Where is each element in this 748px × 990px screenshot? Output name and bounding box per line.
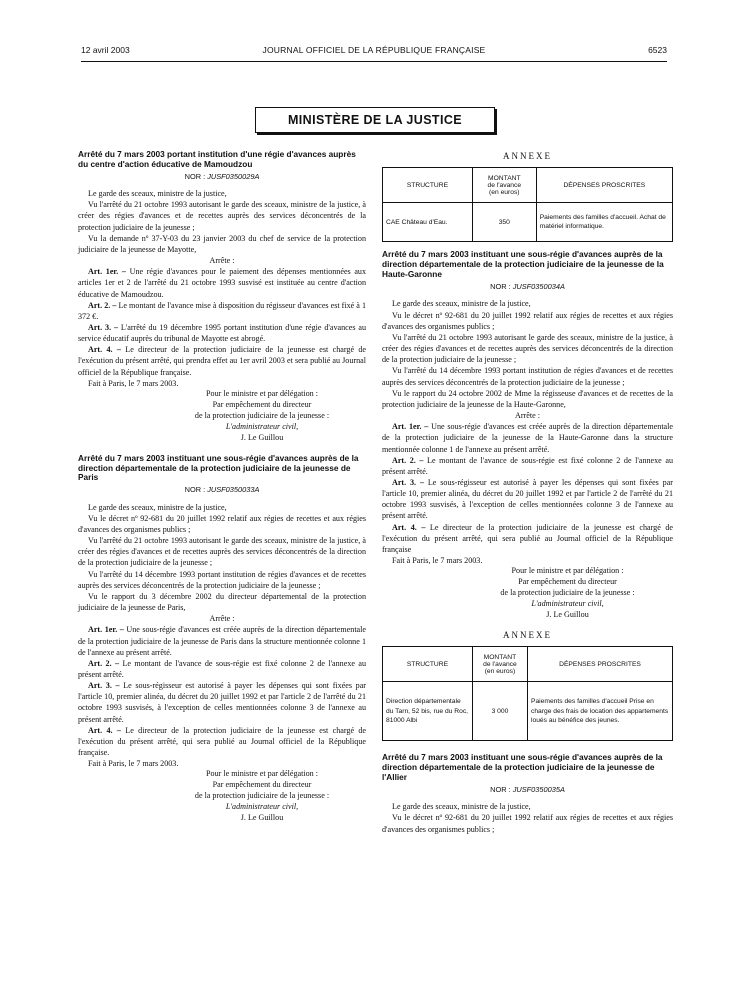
article-text: Le directeur de la protection judiciaire de la jeunesse est chargé de l'exécution du présent arrêté, qui prendra effet au 1er avril 2003 et sera publié au Journal officiel de la République française. [78, 345, 367, 377]
nor-label: NOR : [490, 282, 511, 292]
annex-title: ANNEXE [503, 629, 552, 640]
signatory-name: J. Le Guillou [546, 609, 589, 619]
article-1 [382, 421, 673, 454]
header-line: (en euros) [484, 667, 516, 675]
table-row [383, 682, 673, 741]
arrete-line: Arrête : [515, 411, 540, 421]
article-label: Art. 4. – [392, 522, 426, 532]
table-cell: CAE Château d'Eau. [383, 203, 473, 242]
signature-line: L'administrateur civil, [225, 421, 299, 431]
paragraph: Vu l'arrêté du 14 décembre 1993 portant institution de régies d'avances et de recettes auprès des services déconcentrés de la protection judiciaire de la jeunesse ; [382, 366, 673, 387]
article-label: Art. 3. – [392, 477, 424, 487]
signature-line: de la protection judiciaire de la jeunesse : [194, 791, 330, 801]
article-text: Le montant de l'avance de sous-régie est fixé colonne 2 de l'annexe au présent arrêté. [78, 658, 366, 679]
annex-title: ANNEXE [503, 151, 552, 161]
column-header: STRUCTURE [383, 647, 473, 682]
paragraph: Vu le rapport du 24 octobre 2002 de Mme la régisseuse d'avances et de recettes de la protection judiciaire de la jeunesse de la Haute-Garonne, [382, 388, 673, 409]
header-page-number: 6523 [648, 45, 667, 55]
table-cell: Direction départementale du Tarn, 52 bis, rue du Roc, 81000 Albi [383, 682, 473, 741]
article-4 [382, 522, 673, 555]
arrete-title: Arrêté du 7 mars 2003 instituant une sous-régie d'avances auprès de la direction départementale de la protection judiciaire de la jeunesse de la Haute-Garonne [382, 249, 664, 280]
annex-table [382, 646, 673, 741]
done-line: Fait à Paris, le 7 mars 2003. [88, 378, 179, 388]
paragraph: Vu le décret nº 92-681 du 20 juillet 1992 relatif aux régies de recettes et aux régies d'avances des organismes publics ; [382, 813, 673, 834]
nor-code: JUSF0350034A [512, 282, 565, 292]
article-4 [78, 725, 366, 758]
signature-line: L'administrateur civil, [225, 802, 299, 812]
paragraph: Vu le décret nº 92-681 du 20 juillet 1992 relatif aux régies de recettes et aux régies d'avances des organismes publics ; [78, 513, 366, 534]
header-line: MONTANT [488, 174, 521, 182]
table-cell: 3 000 [472, 682, 527, 741]
arrete-haute-garonne [382, 250, 673, 620]
header-rule [81, 61, 667, 62]
article-text: Le sous-régisseur est autorisé à payer les dépenses qui sont fixées par l'article 10, premier alinéa, du décret du 20 juillet 1992 et par l'article 2 de l'arrêté du 21 octobre 1993 susvisés, à l'exception de celles mentionnées colonne 3 de l'annexe au présent arrêté. [382, 477, 673, 521]
nor-code: JUSF0350035A [512, 785, 565, 795]
signature-line: Par empêchement du directeur [212, 399, 312, 409]
article-text: Le montant de l'avance mise à disposition du régisseur d'avances est fixé à 1 372 €. [78, 300, 366, 321]
signature-line: Par empêchement du directeur [518, 577, 617, 587]
paragraph: Le garde des sceaux, ministre de la justice, [392, 802, 531, 812]
header-line: de l'avance [483, 660, 517, 668]
column-header: DÉPENSES PROSCRITES [536, 168, 672, 203]
article-2 [382, 455, 673, 477]
signature-block [158, 389, 366, 444]
signature-line: de la protection judiciaire de la jeunesse : [194, 410, 330, 420]
article-text: Le directeur de la protection judiciaire de la jeunesse est chargé de l'exécution du présent arrêté, qui sera publié au Journal officiel de la République française [382, 522, 674, 554]
signature-line: L'administrateur civil, [531, 599, 604, 608]
table-cell: Paiements des familles d'accueil. Achat de matériel informatique. [536, 203, 672, 242]
ministry-heading: MINISTÈRE DE LA JUSTICE [255, 107, 495, 133]
table-cell: Paiements des familles d'accueil Prise en charge des frais de location des appartements loués au bénéfice des jeunes. [527, 682, 672, 741]
article-label: Art. 2. – [392, 455, 424, 465]
paragraph: Vu l'arrêté du 14 décembre 1993 portant institution de régies d'avances et de recettes auprès des services déconcentrés de la protection judiciaire de la jeunesse ; [78, 569, 366, 590]
article-label: Art. 2. – [88, 658, 120, 668]
article-3 [78, 680, 366, 725]
paragraph: Vu l'arrêté du 21 octobre 1993 autorisant le garde des sceaux, ministre de la justice, à créer des régies d'avances et de recettes auprès des services déconcentrés de la direction de la protection judiciaire de la jeunesse ; [382, 332, 673, 365]
header-line: (en euros) [489, 188, 520, 196]
done-line: Fait à Paris, le 7 mars 2003. [88, 759, 179, 769]
arrete-line: Arrête : [209, 614, 235, 624]
paragraph: Le garde des sceaux, ministre de la justice, [88, 502, 227, 512]
header-title: JOURNAL OFFICIEL DE LA RÉPUBLIQUE FRANÇAISE [262, 45, 486, 55]
paragraph: Vu l'arrêté du 21 octobre 1993 autorisant le garde des sceaux, ministre de la justice, à créer des régies d'avances et de recettes auprès des services déconcentrés de la protection judiciaire de la jeunesse ; [78, 200, 366, 232]
done-line: Fait à Paris, le 7 mars 2003. [392, 556, 483, 566]
table-cell: 350 [472, 203, 536, 242]
paragraph: Vu le décret nº 92-681 du 20 juillet 1992 relatif aux régies de recettes et aux régies d'avances des organismes publics ; [382, 310, 673, 331]
nor-line [78, 485, 366, 495]
paragraph: Vu l'arrêté du 21 octobre 1993 autorisant le garde des sceaux, ministre de la justice, à créer des régies d'avances et de recettes auprès des services déconcentrés de la direction de la protection judiciaire de la jeunesse ; [78, 536, 366, 568]
signature-block [462, 566, 673, 621]
article-label: Art. 4. – [88, 725, 121, 735]
article-3 [78, 322, 366, 344]
arrete-allier [382, 753, 673, 835]
nor-line [78, 172, 366, 182]
arrete-title: Arrêté du 7 mars 2003 instituant une sous-régie d'avances auprès de la direction départementale de la protection judiciaire de la jeunesse de Paris [78, 452, 359, 483]
column-header: DÉPENSES PROSCRITES [527, 647, 672, 682]
header-date: 12 avril 2003 [81, 45, 130, 55]
arrete-mamoudzou [78, 150, 366, 444]
nor-label: NOR : [184, 171, 206, 181]
article-2 [78, 658, 366, 680]
nor-label: NOR : [184, 485, 206, 495]
left-column [78, 150, 366, 824]
table-header-row [383, 168, 673, 203]
arrete-line: Arrête : [209, 256, 235, 266]
article-label: Art. 1er. – [88, 625, 124, 635]
nor-code: JUSF0350029A [207, 171, 260, 181]
article-text: Une régie d'avances pour le paiement des dépenses mentionnées aux articles 1er et 2 de l'arrêté du 21 octobre 1993 susvisé est instituée au centre d'action éducative de Mamoudzou. [78, 267, 367, 299]
paragraph: Vu le rapport du 3 décembre 2002 du directeur départemental de la protection judiciaire de la jeunesse de Paris, [78, 591, 366, 613]
nor-code: JUSF0350033A [207, 485, 260, 495]
article-text: Le directeur de la protection judiciaire de la jeunesse est chargé de l'exécution du présent arrêté, qui sera publié au Journal officiel de la République française. [78, 725, 367, 758]
article-2 [78, 300, 366, 322]
article-4 [78, 344, 366, 377]
header-line: MONTANT [483, 653, 517, 661]
article-label: Art. 4. – [88, 345, 121, 355]
paragraph: Vu la demande nº 37-Y-03 du 23 janvier 2003 du chef de service de la protection judiciaire de la jeunesse de Mayotte, [78, 233, 366, 254]
article-text: Une sous-régie d'avances est créée auprès de la direction départementale de la protection judiciaire de la jeunesse de la Haute-Garonne dans la structure mentionnée colonne 1 de l'annexe au présent arrêté. [382, 422, 673, 454]
article-label: Art. 3. – [88, 323, 118, 332]
arrete-title: Arrêté du 7 mars 2003 portant institution d'une régie d'avances auprès du centre d'action éducative de Mamoudzou [78, 149, 356, 169]
column-header: STRUCTURE [383, 168, 473, 203]
header-line: de l'avance [487, 181, 522, 189]
nor-label: NOR : [490, 785, 511, 795]
page-header [81, 45, 667, 59]
article-label: Art. 1er. – [392, 422, 429, 432]
signature-line: Pour le ministre et par délégation : [511, 566, 624, 576]
nor-line [382, 282, 673, 292]
signature-line: Pour le ministre et par délégation : [206, 769, 318, 779]
article-text: Une sous-régie d'avances est créée auprès de la direction départementale de la protection judiciaire de la jeunesse de Paris dans la structure mentionnée colonne 1 de l'annexe au présent arrêté. [78, 625, 366, 657]
column-header [472, 647, 527, 682]
paragraph: Le garde des sceaux, ministre de la justice, [88, 189, 227, 199]
signatory-name: J. Le Guillou [240, 432, 284, 442]
signature-line: de la protection judiciaire de la jeunesse : [500, 588, 635, 598]
article-label: Art. 2. – [88, 300, 117, 310]
right-column [382, 150, 673, 835]
article-label: Art. 1er. – [88, 267, 126, 277]
article-3 [382, 477, 673, 522]
article-1 [78, 624, 366, 657]
article-text: Le sous-régisseur est autorisé à payer les dépenses qui sont fixées par l'article 10, premier alinéa, du décret du 20 juillet 1992 et par l'article 2 de l'arrêté du 21 octobre 1993 susvisés, à l'exception de celles mentionnées colonne 3 de l'annexe au présent arrêté. [78, 681, 367, 724]
arrete-paris [78, 454, 366, 824]
signatory-name: J. Le Guillou [240, 813, 284, 823]
signature-line: Pour le ministre et par délégation : [206, 388, 318, 398]
table-row [383, 203, 673, 242]
column-header [472, 168, 536, 203]
signature-block [158, 769, 366, 824]
arrete-title: Arrêté du 7 mars 2003 instituant une sous-régie d'avances auprès de la direction départementale de la protection judiciaire de la jeunesse de l'Allier [382, 752, 663, 783]
article-1 [78, 266, 366, 299]
signature-line: Par empêchement du directeur [212, 780, 312, 790]
article-text: Le montant de l'avance de sous-régie est fixé colonne 2 de l'annexe au présent arrêté. [382, 455, 673, 476]
article-text: L'arrêté du 19 décembre 1995 portant institution d'une régie d'avances au service éducatif auprès du tribunal de Mayotte est abrogé. [78, 323, 367, 344]
nor-line [382, 785, 673, 795]
table-header-row [383, 647, 673, 682]
paragraph: Le garde des sceaux, ministre de la justice, [392, 299, 531, 309]
article-label: Art. 3. – [88, 681, 120, 691]
annex-table [382, 167, 673, 242]
